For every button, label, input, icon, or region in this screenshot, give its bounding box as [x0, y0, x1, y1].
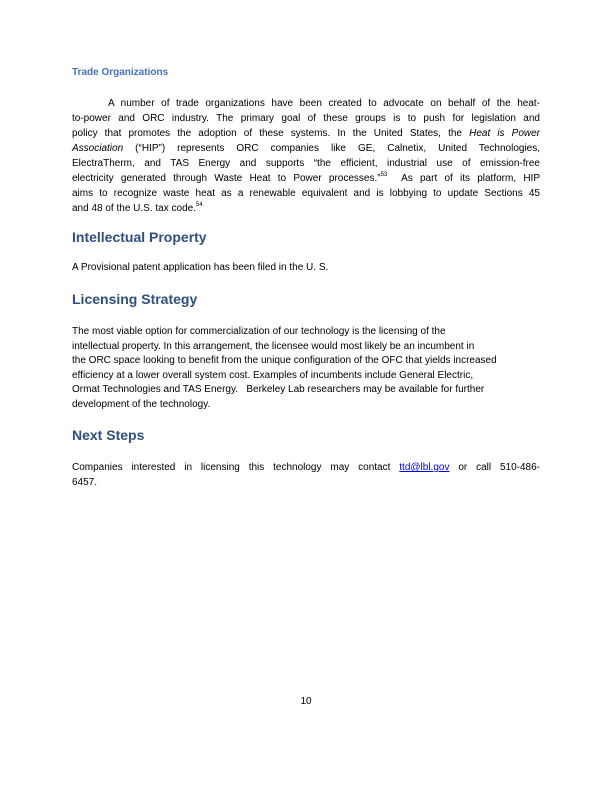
paragraph-line: development of the technology.	[72, 399, 211, 410]
paragraph-line: the ORC space looking to benefit from the unique configuration of the OFC that yields increased	[72, 355, 497, 366]
paragraph-line	[72, 128, 540, 140]
paragraph-line: The most viable option for commercialization of our technology is the licensing of the	[72, 326, 446, 337]
paragraph-line	[72, 203, 540, 215]
email-link[interactable]: ttd@lbl.gov	[399, 462, 450, 473]
paragraph-line: to-power and ORC industry. The primary goal of these groups is to push for legislation and	[72, 113, 540, 124]
text: or call 510-486-	[449, 462, 541, 473]
text: and 48 of the U.S. tax code.	[72, 203, 196, 214]
heading-intellectual-property: Intellectual Property	[72, 229, 207, 245]
paragraph-line	[72, 173, 540, 185]
italic-text: Association	[72, 143, 124, 154]
text: As part of its platform, HIP	[387, 173, 540, 184]
paragraph-line	[72, 143, 540, 155]
paragraph-line: ElectraTherm, and TAS Energy and supports “the efficient, industrial use of emission-free	[72, 158, 540, 169]
footnote-ref: 53	[380, 172, 388, 178]
italic-text: Heat is Power	[469, 128, 541, 139]
paragraph-line: Ormat Technologies and TAS Energy. Berkeley Lab researchers may be available for further	[72, 384, 485, 395]
paragraph-line: A Provisional patent application has been filed in the U. S.	[72, 262, 329, 273]
text: Companies interested in licensing this technology may contact	[72, 462, 400, 473]
paragraph-line: efficiency at a lower overall system cost. Examples of incumbents include General Electric,	[72, 370, 474, 381]
paragraph-line: 6457.	[72, 477, 98, 488]
footnote-ref: 54	[195, 202, 203, 208]
text: (“HIP”) represents ORC companies like GE, Calnetix, United Technologies,	[135, 143, 541, 154]
text: policy that promotes the adoption of these systems. In the United States, the	[72, 128, 470, 139]
page-number: 10	[300, 696, 312, 707]
text: electricity generated through Waste Heat to Power processes.”	[72, 173, 381, 184]
paragraph-line: aims to recognize waste heat as a renewable equivalent and is lobbying to update Sections 45	[72, 188, 540, 199]
paragraph-line: intellectual property. In this arrangement, the licensee would most likely be an incumbent in	[72, 341, 475, 352]
heading-licensing-strategy: Licensing Strategy	[72, 291, 198, 307]
heading-trade-organizations: Trade Organizations	[72, 67, 169, 78]
paragraph-line: A number of trade organizations have been created to advocate on behalf of the heat-	[108, 98, 540, 109]
heading-next-steps: Next Steps	[72, 427, 145, 443]
paragraph-line	[72, 462, 540, 474]
